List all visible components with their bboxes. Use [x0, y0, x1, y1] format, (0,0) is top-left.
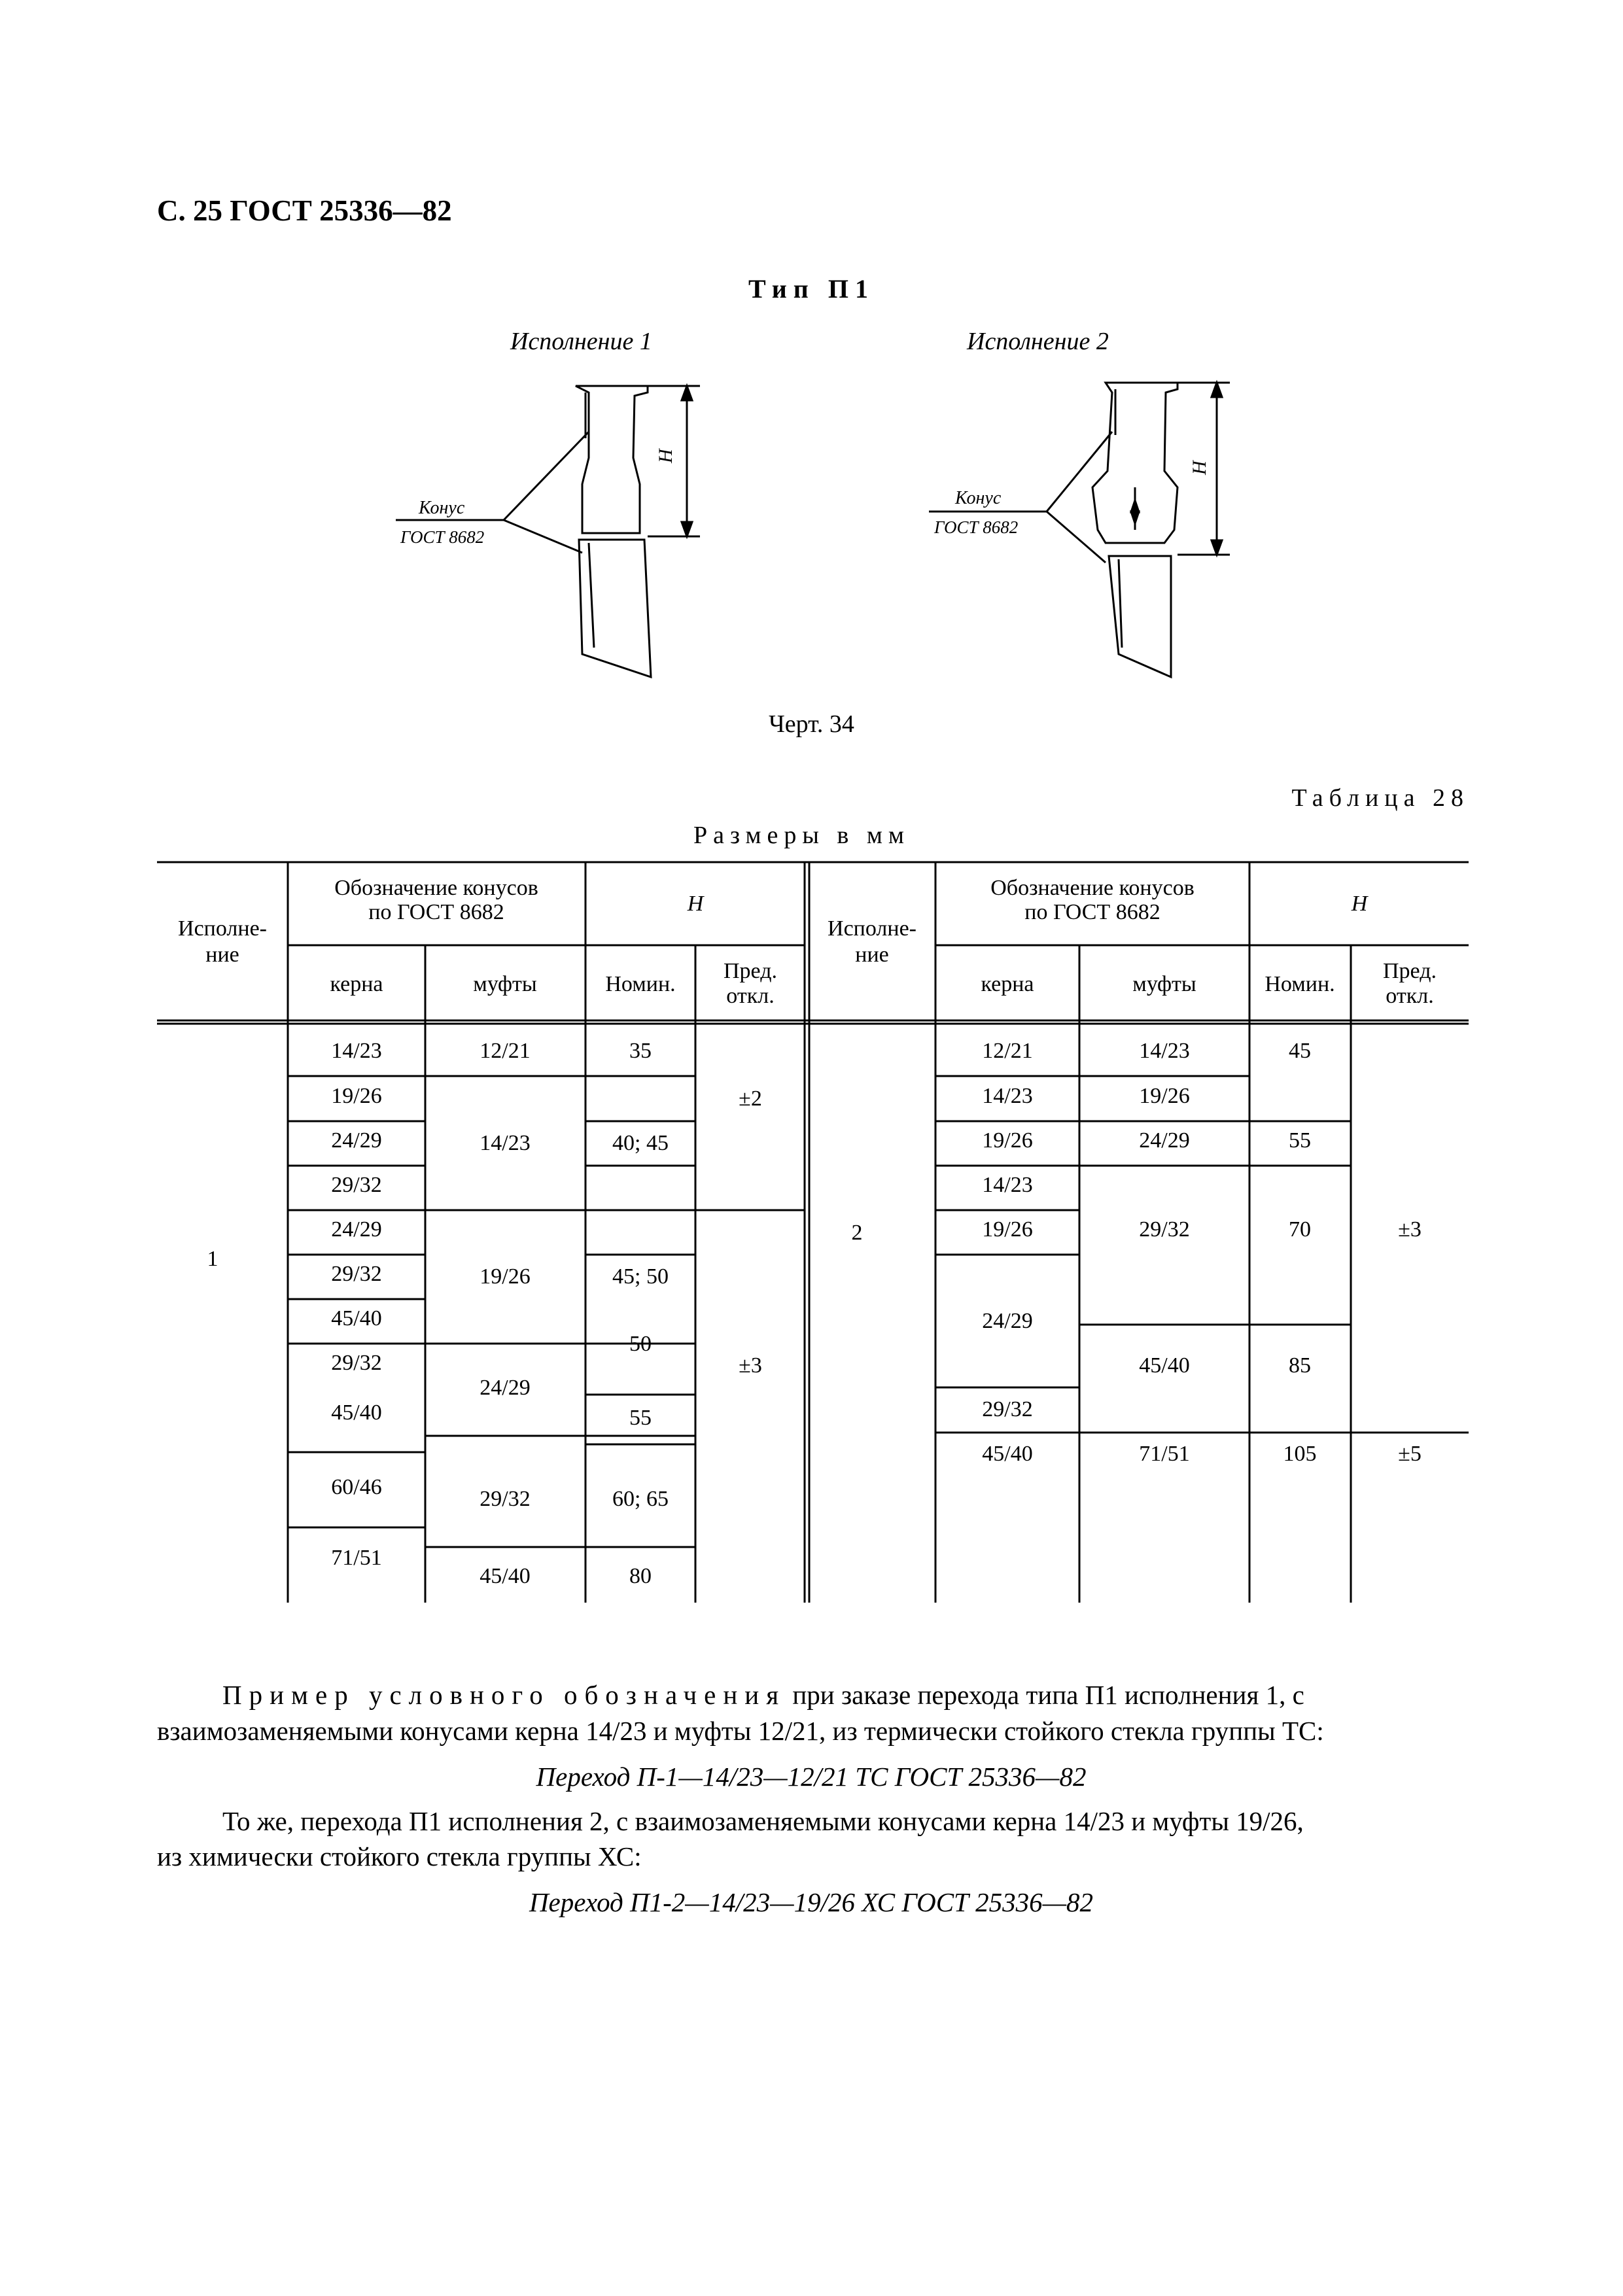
- cell: 12/21: [982, 1039, 1033, 1063]
- cell: 24/29: [480, 1376, 531, 1400]
- designation-2: Переход П1-2—14/23—19/26 ХС ГОСТ 25336—82: [529, 1887, 1094, 1917]
- cell: 14/23: [982, 1084, 1033, 1108]
- cone-label-2: Конус: [955, 488, 1002, 508]
- cell: ±5: [1398, 1442, 1422, 1466]
- cell: 24/29: [331, 1128, 382, 1153]
- hdr-h-left: H: [687, 892, 704, 916]
- cell: 45/40: [1139, 1353, 1190, 1378]
- cell: 55: [1289, 1128, 1311, 1153]
- hdr-execution-r1: Исполне-: [828, 916, 916, 941]
- hdr-cones-l1: Обозначение конусов: [334, 876, 538, 900]
- execution2-label: Исполнение 2: [967, 328, 1109, 355]
- h-label-1: H: [655, 449, 676, 463]
- hdr-execution-l2: ние: [205, 943, 239, 967]
- drawing-caption: Черт. 34: [769, 710, 854, 738]
- cell-exec-2: 2: [851, 1221, 863, 1245]
- cell: 12/21: [480, 1039, 531, 1063]
- example-para1-line2: взаимозаменяемыми конусами керна 14/23 и муфты 12/21, из термически стойкого стекла группы ТС:: [157, 1716, 1324, 1746]
- example-para1-line1: [157, 1678, 1465, 1712]
- cell: 24/29: [331, 1217, 382, 1242]
- hdr-pred-left-l2: откл.: [726, 984, 775, 1008]
- cell: 14/23: [480, 1131, 531, 1155]
- cell: 70: [1289, 1217, 1311, 1242]
- cell: 105: [1283, 1442, 1317, 1466]
- cell-exec-1: 1: [207, 1247, 218, 1271]
- cell: 19/26: [331, 1084, 382, 1108]
- hdr-kerna-left: керна: [330, 972, 383, 996]
- hdr-h-right: H: [1351, 892, 1368, 916]
- hdr-cones-l2: по ГОСТ 8682: [368, 900, 504, 924]
- hdr-pred-right-l1: Пред.: [1383, 959, 1437, 983]
- type-title: Тип П1: [748, 274, 875, 304]
- cell: 40; 45: [612, 1131, 669, 1155]
- cell: 29/32: [331, 1262, 382, 1286]
- hdr-mufty-right: муфты: [1132, 972, 1196, 996]
- example-para2-line2: из химически стойкого стекла группы ХС:: [157, 1841, 642, 1871]
- cell: 45/40: [480, 1564, 531, 1588]
- designation-1: Переход П-1—14/23—12/21 ТС ГОСТ 25336—82: [536, 1762, 1087, 1792]
- hdr-execution-r2: ние: [855, 943, 889, 967]
- cell: 71/51: [331, 1546, 382, 1570]
- table-caption: Таблица 28: [1291, 784, 1469, 812]
- cell: ±3: [1398, 1217, 1422, 1242]
- cell: 45/40: [331, 1306, 382, 1331]
- gost-label-2: ГОСТ 8682: [934, 517, 1019, 537]
- cell: 19/26: [982, 1217, 1033, 1242]
- cone-label-1: Конус: [419, 498, 465, 518]
- hdr-execution-l1: Исполне-: [178, 916, 267, 941]
- hdr-nomin-left: Номин.: [605, 972, 676, 996]
- cell: 45: [1289, 1039, 1311, 1063]
- cell: 60; 65: [612, 1487, 669, 1511]
- hdr-cones-r2: по ГОСТ 8682: [1024, 900, 1161, 924]
- cell: 29/32: [480, 1487, 531, 1511]
- cell: 50: [629, 1332, 652, 1356]
- table-units: Размеры в мм: [693, 822, 910, 849]
- cell: 60/46: [331, 1475, 382, 1499]
- cell: 29/32: [1139, 1217, 1190, 1242]
- example-line1-rest: при заказе перехода типа П1 исполнения 1, с: [786, 1680, 1304, 1710]
- cell: 45; 50: [612, 1264, 669, 1289]
- h-label-2: H: [1189, 461, 1210, 475]
- cell: 29/32: [982, 1397, 1033, 1421]
- example-para2-line1: То же, перехода П1 исполнения 2, с взаимозаменяемыми конусами керна 14/23 и муфты 19/26,: [222, 1806, 1304, 1836]
- cell: 80: [629, 1564, 652, 1588]
- cell: 24/29: [982, 1309, 1033, 1333]
- cell: 24/29: [1139, 1128, 1190, 1153]
- hdr-mufty-left: муфты: [473, 972, 537, 996]
- cell: 29/32: [331, 1351, 382, 1375]
- hdr-nomin-right: Номин.: [1265, 972, 1335, 996]
- cell: 19/26: [982, 1128, 1033, 1153]
- cell: 14/23: [331, 1039, 382, 1063]
- cell: 14/23: [982, 1173, 1033, 1197]
- cell: 35: [629, 1039, 652, 1063]
- cell: 85: [1289, 1353, 1311, 1378]
- cell: 19/26: [1139, 1084, 1190, 1108]
- hdr-pred-left-l1: Пред.: [724, 959, 777, 983]
- cell: 45/40: [982, 1442, 1033, 1466]
- hdr-pred-right-l2: откл.: [1386, 984, 1434, 1008]
- cell: 29/32: [331, 1173, 382, 1197]
- cell: 45/40: [331, 1400, 382, 1425]
- execution1-label: Исполнение 1: [510, 328, 652, 355]
- cell: 14/23: [1139, 1039, 1190, 1063]
- gost-label-1: ГОСТ 8682: [400, 527, 485, 547]
- example-spaced: Пример условного обозначения: [222, 1680, 786, 1710]
- hdr-cones-r1: Обозначение конусов: [990, 876, 1195, 900]
- cell: 55: [629, 1406, 652, 1430]
- page-header: С. 25 ГОСТ 25336—82: [157, 194, 452, 227]
- cell: 71/51: [1139, 1442, 1190, 1466]
- cell: ±2: [739, 1087, 762, 1111]
- cell: 19/26: [480, 1264, 531, 1289]
- cell: ±3: [739, 1353, 762, 1378]
- hdr-kerna-right: керна: [981, 972, 1034, 996]
